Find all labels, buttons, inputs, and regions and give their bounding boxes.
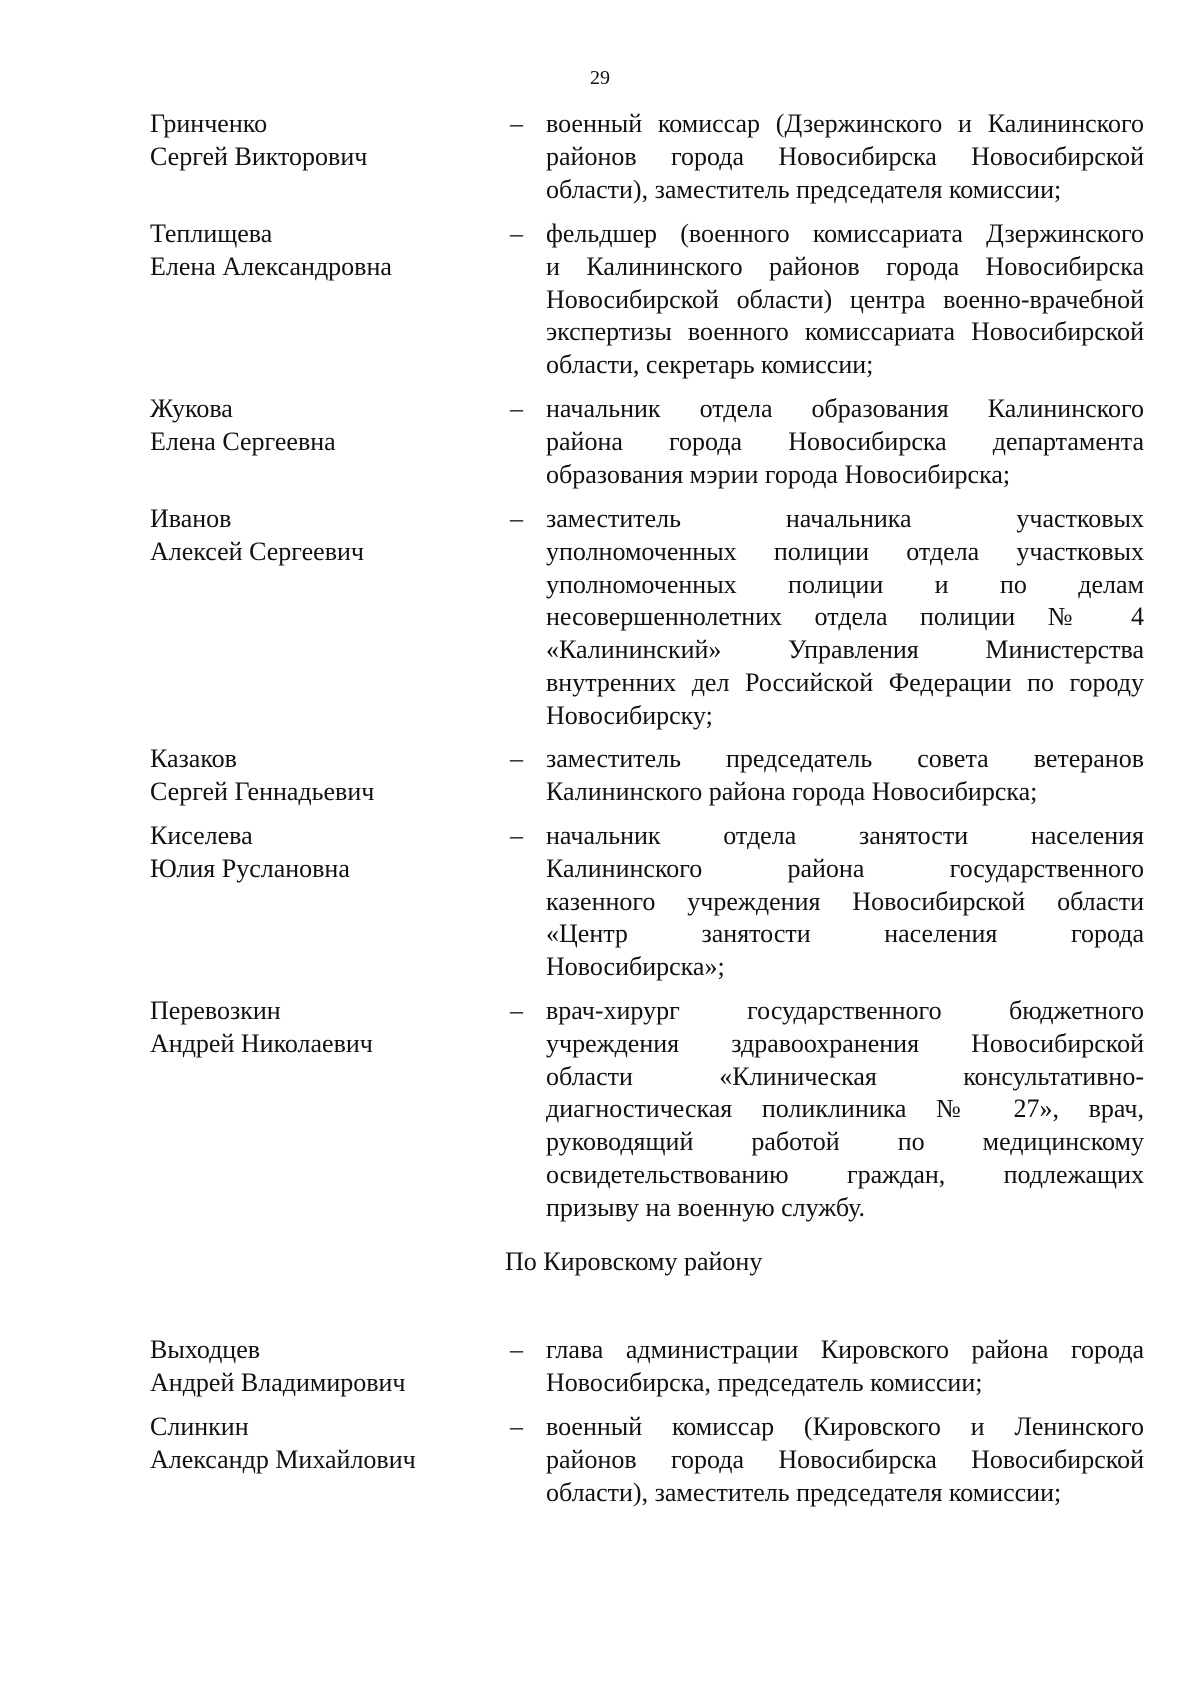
member-position — [546, 995, 1144, 1225]
member-given-name: Алексей Сергеевич — [150, 536, 364, 566]
member-surname: Казаков — [150, 744, 237, 773]
position-line: внутренних дел Российской Федерации по городу — [546, 667, 1144, 697]
member-given-name: Елена Сергеевна — [150, 426, 336, 456]
member-surname: Теплищева — [150, 219, 273, 248]
member-position — [546, 108, 1144, 206]
position-line: Калининского района государственного — [546, 853, 1144, 883]
position-line: начальник отдела образования Калининского — [546, 394, 1144, 423]
dash-separator: – — [510, 219, 523, 248]
member-name — [150, 1334, 480, 1400]
position-line: «Калининский» Управления Министерства — [546, 635, 1144, 665]
position-line: заместитель председатель совета ветеранов — [546, 744, 1144, 773]
member-surname: Слинкин — [150, 1412, 249, 1441]
position-line: заместитель начальника участковых — [546, 504, 1144, 533]
position-line: районов города Новосибирска Новосибирской — [546, 1444, 1144, 1474]
position-line: Новосибирска, председатель комиссии; — [546, 1367, 983, 1397]
position-line: области), заместитель председателя комиссии; — [546, 1477, 1062, 1507]
position-line: врач-хирург государственного бюджетного — [546, 996, 1144, 1025]
position-line: образования мэрии города Новосибирска; — [546, 459, 1011, 489]
position-line: и Калининского районов города Новосибирска — [546, 251, 1144, 281]
member-position — [546, 743, 1144, 809]
member-name — [150, 393, 480, 459]
member-position — [546, 820, 1144, 984]
position-line: несовершеннолетних отдела полиции № 4 — [546, 602, 1144, 632]
member-surname: Жукова — [150, 394, 233, 423]
position-line: Калининского района города Новосибирска; — [546, 776, 1038, 806]
position-line: казенного учреждения Новосибирской области — [546, 886, 1144, 916]
dash-separator: – — [510, 996, 523, 1025]
member-name — [150, 108, 480, 174]
position-line: военный комиссар (Кировского и Ленинского — [546, 1412, 1144, 1441]
position-line: районов города Новосибирска Новосибирской — [546, 141, 1144, 171]
dash-separator: – — [510, 744, 523, 773]
member-given-name: Андрей Николаевич — [150, 1028, 373, 1058]
position-line: фельдшер (военного комиссариата Дзержинского — [546, 219, 1144, 248]
position-line: Новосибирска»; — [546, 952, 725, 982]
dash-separator: – — [510, 1335, 523, 1364]
dash-separator: – — [510, 1412, 523, 1441]
position-line: области «Клиническая консультативно- — [546, 1061, 1144, 1091]
member-name — [150, 820, 480, 886]
position-line: области), заместитель председателя комиссии; — [546, 174, 1062, 204]
member-name — [150, 218, 480, 284]
member-surname: Киселева — [150, 821, 253, 850]
dash-separator: – — [510, 109, 523, 138]
member-name — [150, 1411, 480, 1477]
position-line: учреждения здравоохранения Новосибирской — [546, 1028, 1144, 1058]
dash-separator: – — [510, 821, 523, 850]
member-name — [150, 995, 480, 1061]
position-line: руководящий работой по медицинскому — [546, 1127, 1144, 1157]
member-given-name: Юлия Руслановна — [150, 853, 350, 883]
position-line: глава администрации Кировского района города — [546, 1335, 1144, 1364]
position-line: военный комиссар (Дзержинского и Калининского — [546, 109, 1144, 138]
position-line: диагностическая поликлиника № 27», врач, — [546, 1094, 1144, 1124]
dash-separator: – — [510, 504, 523, 533]
member-given-name: Елена Александровна — [150, 251, 392, 281]
position-line: Новосибирску; — [546, 700, 713, 730]
position-line: уполномоченных полиции и по делам — [546, 569, 1144, 599]
section-heading: По Кировскому району — [505, 1247, 763, 1276]
position-line: «Центр занятости населения города — [546, 919, 1144, 949]
position-line: экспертизы военного комиссариата Новосибирской — [546, 317, 1144, 347]
member-given-name: Андрей Владимирович — [150, 1367, 406, 1397]
member-surname: Иванов — [150, 504, 232, 533]
position-line: начальник отдела занятости населения — [546, 821, 1144, 850]
member-surname: Гринченко — [150, 109, 268, 138]
member-name — [150, 503, 480, 569]
position-line: области, секретарь комиссии; — [546, 350, 874, 380]
position-line: освидетельствованию граждан, подлежащих — [546, 1159, 1144, 1189]
member-surname: Перевозкин — [150, 996, 281, 1025]
member-given-name: Сергей Викторович — [150, 141, 368, 171]
member-name — [150, 743, 480, 809]
position-line: уполномоченных полиции отдела участковых — [546, 536, 1144, 566]
page-number: 29 — [590, 67, 610, 89]
member-position — [546, 1334, 1144, 1400]
member-given-name: Сергей Геннадьевич — [150, 776, 375, 806]
position-line: района города Новосибирска департамента — [546, 426, 1144, 456]
position-line: Новосибирской области) центра военно-врачебной — [546, 284, 1144, 314]
member-position — [546, 218, 1144, 382]
member-position — [546, 393, 1144, 491]
position-line: призыву на военную службу. — [546, 1192, 866, 1222]
member-given-name: Александр Михайлович — [150, 1444, 416, 1474]
member-position — [546, 1411, 1144, 1509]
member-surname: Выходцев — [150, 1335, 261, 1364]
dash-separator: – — [510, 394, 523, 423]
member-position — [546, 503, 1144, 733]
